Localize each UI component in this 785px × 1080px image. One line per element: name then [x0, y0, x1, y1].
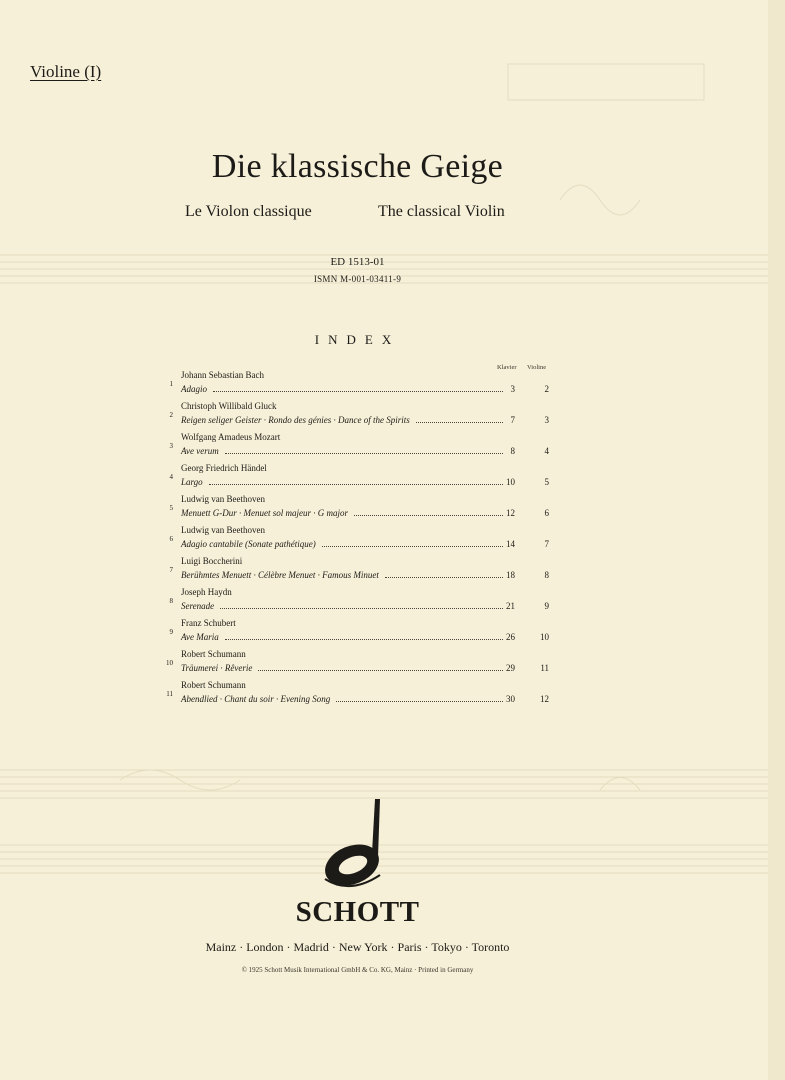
entry-work: Serenade	[181, 601, 215, 611]
dot-leader	[322, 545, 503, 547]
entry-page-score: 29	[506, 663, 515, 673]
entry-page-score: 12	[506, 508, 515, 518]
entry-page-violin: 3	[544, 415, 549, 425]
index-entry	[155, 680, 575, 710]
edition-number: ED 1513-01	[330, 256, 385, 268]
index-entry	[155, 463, 575, 493]
dot-leader	[220, 607, 503, 609]
entry-page-violin: 4	[544, 446, 549, 456]
index-entry	[155, 618, 575, 648]
index-entry	[155, 556, 575, 586]
entry-page-violin: 11	[540, 663, 549, 673]
index-entry	[155, 649, 575, 679]
index-heading: INDEX	[314, 332, 401, 347]
entry-work: Menuett G-Dur · Menuet sol majeur · G major	[181, 508, 348, 518]
dot-leader	[416, 421, 503, 423]
entry-number: 7	[169, 566, 173, 574]
entry-page-score: 7	[510, 415, 515, 425]
entry-number: 10	[166, 659, 173, 667]
entry-number: 3	[169, 442, 173, 450]
entry-page-score: 8	[510, 446, 515, 456]
entry-number: 4	[169, 473, 173, 481]
entry-composer: Robert Schumann	[181, 680, 246, 690]
entry-composer: Luigi Boccherini	[181, 556, 243, 566]
entry-work: Largo	[181, 477, 203, 487]
entry-number: 11	[166, 690, 173, 698]
entry-composer: Johann Sebastian Bach	[181, 370, 264, 380]
entry-page-score: 30	[506, 694, 515, 704]
subtitle-english: The classical Violin	[378, 203, 505, 220]
entry-composer: Ludwig van Beethoven	[181, 494, 265, 504]
entry-number: 2	[169, 411, 173, 419]
entry-composer: Georg Friedrich Händel	[181, 463, 267, 473]
dot-leader	[209, 483, 503, 485]
entry-page-violin: 2	[544, 384, 549, 394]
entry-page-score: 14	[506, 539, 515, 549]
index-entry	[155, 587, 575, 617]
page-title: Die klassische Geige	[211, 148, 504, 185]
entry-work: Ave Maria	[181, 632, 219, 642]
schott-note-logo	[280, 795, 420, 895]
entry-composer: Robert Schumann	[181, 649, 246, 659]
entry-work: Reigen seliger Geister · Rondo des génies · Dance of the Spirits	[181, 415, 410, 425]
entry-page-score: 3	[510, 384, 515, 394]
publisher-cities: Mainz · London · Madrid · New York · Paris · Tokyo · Toronto	[205, 940, 510, 954]
dot-leader	[213, 390, 503, 392]
entry-work: Ave verum	[181, 446, 219, 456]
entry-work: Adagio cantabile (Sonate pathétique)	[181, 539, 316, 549]
entry-composer: Franz Schubert	[181, 618, 236, 628]
entry-page-violin: 8	[544, 570, 549, 580]
column-header-score: Klavier	[497, 364, 517, 371]
entry-number: 6	[169, 535, 173, 543]
entry-page-score: 26	[506, 632, 515, 642]
entry-work: Berühmtes Menuett · Célèbre Menuet · Famous Minuet	[181, 570, 379, 580]
index-entry	[155, 401, 575, 431]
entry-composer: Joseph Haydn	[181, 587, 232, 597]
entry-work: Adagio	[181, 384, 207, 394]
dot-leader	[385, 576, 503, 578]
dot-leader	[225, 452, 503, 454]
entry-page-violin: 9	[544, 601, 549, 611]
entry-page-score: 10	[506, 477, 515, 487]
entry-page-violin: 7	[544, 539, 549, 549]
dot-leader	[336, 700, 503, 702]
index-entry	[155, 432, 575, 462]
entry-work: Träumerei · Rêverie	[181, 663, 253, 673]
entry-page-score: 18	[506, 570, 515, 580]
entry-number: 5	[169, 504, 173, 512]
copyright-line: © 1925 Schott Musik International GmbH & Co. KG, Mainz · Printed in Germany	[241, 966, 474, 974]
entry-composer: Wolfgang Amadeus Mozart	[181, 432, 281, 442]
entry-page-violin: 12	[540, 694, 549, 704]
dot-leader	[354, 514, 503, 516]
entry-page-score: 21	[506, 601, 515, 611]
entry-composer: Ludwig van Beethoven	[181, 525, 265, 535]
entry-composer: Christoph Willibald Gluck	[181, 401, 277, 411]
edition-isbn: ISMN M-001-03411-9	[313, 274, 402, 284]
subtitle-french: Le Violon classique	[185, 203, 312, 220]
index-entry	[155, 525, 575, 555]
publisher-wordmark: SCHOTT	[295, 896, 420, 928]
entry-number: 8	[169, 597, 173, 605]
entry-work: Abendlied · Chant du soir · Evening Song	[181, 694, 331, 704]
entry-number: 1	[169, 380, 173, 388]
entry-page-violin: 6	[544, 508, 549, 518]
entry-page-violin: 10	[540, 632, 549, 642]
entry-page-violin: 5	[544, 477, 549, 487]
part-label: Violine (I)	[30, 62, 102, 81]
dot-leader	[225, 638, 503, 640]
column-header-violin: Violine	[527, 364, 547, 371]
index-entry	[155, 494, 575, 524]
index-entry	[155, 370, 575, 400]
entry-number: 9	[169, 628, 173, 636]
dot-leader	[258, 669, 503, 671]
